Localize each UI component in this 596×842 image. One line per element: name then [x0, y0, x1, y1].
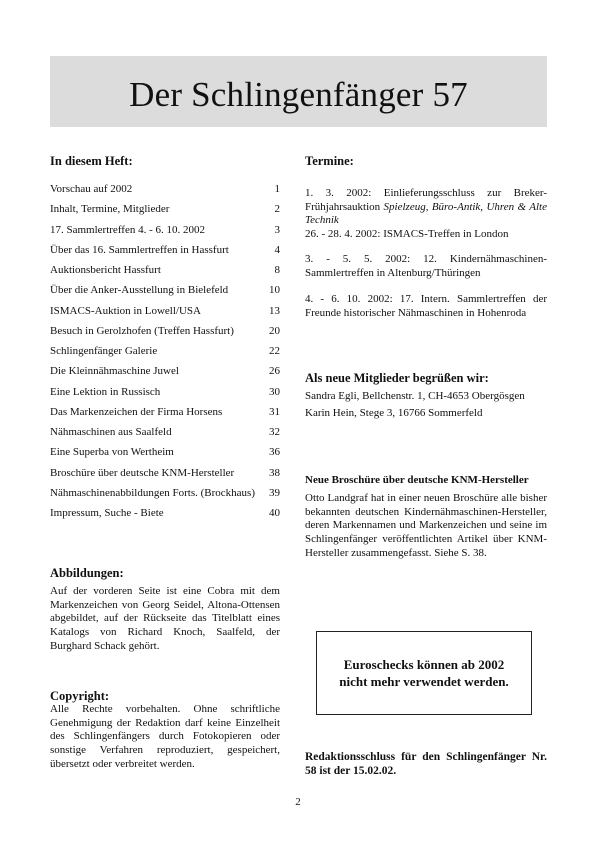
brochure-text: Otto Landgraf hat in einer neuen Broschüre alle bisher bekannten deutschen Kindernähmaschinen-Hersteller, deren Markennamen und Markenzeichen und seine im Schlingenfänger veröffentlichten Artikel über KNM-Hersteller zusammengefasst. Siehe S. 38.: [305, 492, 547, 559]
toc-item-page: 36: [269, 446, 280, 459]
toc-item-title: ISMACS-Auktion in Lowell/USA: [50, 304, 201, 317]
toc-item-title: Über das 16. Sammlertreffen in Hassfurt: [50, 243, 229, 256]
termin-item-text: 4. - 6. 10. 2002: 17. Intern. Sammlertreffen der Freunde historischer Nähmaschinen in Hohenroda: [305, 293, 547, 319]
termin-item: [305, 293, 547, 320]
toc-item-page: 20: [269, 324, 280, 337]
toc-item-title: Impressum, Suche - Biete: [50, 507, 164, 519]
euroscheck-notice-box: [316, 631, 532, 715]
termin-item-text: 1. 3. 2002: Einlieferungsschluss zur Breker-Frühjahrsauktion: [305, 187, 547, 213]
notice-line-2: nicht mehr verwendet werden.: [339, 674, 509, 689]
toc-item-title: Broschüre über deutsche KNM-Hersteller: [50, 466, 235, 479]
toc-item-title: 17. Sammlertreffen 4. - 6. 10. 2002: [50, 223, 205, 236]
toc-item-title: Vorschau auf 2002: [50, 183, 133, 195]
members-heading: Als neue Mitglieder begrüßen wir:: [305, 371, 489, 385]
toc-item-title: Nähmaschinen aus Saalfeld: [50, 426, 172, 438]
toc-item-page: 10: [269, 284, 280, 297]
toc-item-title: Nähmaschinenabbildungen Forts. (Brockhaus): [50, 486, 255, 499]
toc-item-title: Inhalt, Termine, Mitglieder: [50, 203, 170, 216]
toc-item-page: 3: [274, 223, 280, 236]
termin-item-text: 3. - 5. 5. 2002: 12. Kindernähmaschinen-Sammlertreffen in Altenburg/Thüringen: [305, 253, 547, 279]
toc-item-page: 38: [269, 466, 280, 479]
termin-item-text: 26. - 28. 4. 2002: ISMACS-Treffen in London: [305, 228, 509, 240]
toc-item-page: 2: [274, 203, 280, 216]
member-entry: Karin Hein, Stege 3, 16766 Sommerfeld: [305, 407, 483, 419]
toc-item-page: 1: [274, 183, 280, 195]
termin-item: [305, 187, 547, 228]
toc-item-page: 32: [269, 426, 280, 438]
toc-item-page: 8: [274, 264, 280, 276]
toc-item-title: Eine Superba von Wertheim: [50, 446, 174, 459]
brochure-heading: Neue Broschüre über deutsche KNM-Hersteller: [305, 474, 529, 486]
toc-item-page: 13: [269, 304, 280, 317]
member-entry: Sandra Egli, Bellchenstr. 1, CH-4653 Obergösgen: [305, 390, 525, 402]
toc-item-page: 40: [269, 507, 280, 519]
toc-item-page: 31: [269, 405, 280, 418]
toc-item-page: 39: [269, 486, 280, 499]
toc-item-title: Eine Lektion in Russisch: [50, 385, 161, 398]
toc-item-title: Schlingenfänger Galerie: [50, 345, 158, 357]
abbildungen-heading: Abbildungen:: [50, 566, 124, 580]
abbildungen-text: Auf der vorderen Seite ist eine Cobra mit dem Markenzeichen von Georg Seidel, Altona-Ottensen abgebildet, auf der Rückseite das Titelblatt eines Katalogs von Richard Knoch, Saalfeld, der Burghard Schack gehört.: [50, 585, 280, 652]
toc-item-title: Das Markenzeichen der Firma Horsens: [50, 405, 223, 418]
termine-heading: Termine:: [305, 154, 354, 168]
copyright-heading: Copyright:: [50, 689, 110, 703]
toc-item-page: 30: [269, 385, 280, 398]
toc-item-title: Auktionsbericht Hassfurt: [50, 264, 161, 276]
termin-item-italic: Spielzeug, Büro-Antik, Uhren & Alte Technik: [305, 200, 547, 227]
page-number: 2: [295, 796, 301, 808]
toc-item-page: 22: [269, 345, 280, 357]
termin-item: [305, 228, 547, 242]
title-banner: [50, 56, 547, 127]
toc-item-page: 4: [274, 243, 280, 256]
termin-item: [305, 253, 547, 280]
toc-item-title: Besuch in Gerolzhofen (Treffen Hassfurt): [50, 324, 234, 337]
toc-item-title: Die Kleinnähmaschine Juwel: [50, 365, 179, 378]
toc-item-page: 26: [269, 365, 280, 378]
editorial-deadline: Redaktionsschluss für den Schlingenfänger Nr. 58 ist der 15.02.02.: [305, 751, 547, 777]
copyright-text: Alle Rechte vorbehalten. Ohne schriftliche Genehmigung der Redaktion darf keine Einzelheit des Schlingenfängers durch Fotokopieren oder sonstige Verfahren reproduziert, gespeichert, übersetzt oder verbreitet werden.: [50, 703, 280, 770]
notice-line-1: Euroschecks können ab 2002: [343, 657, 505, 672]
page-title: Der Schlingenfänger 57: [129, 74, 468, 114]
toc-heading: In diesem Heft:: [50, 154, 133, 168]
toc-item-title: Über die Anker-Ausstellung in Bielefeld: [50, 284, 229, 297]
